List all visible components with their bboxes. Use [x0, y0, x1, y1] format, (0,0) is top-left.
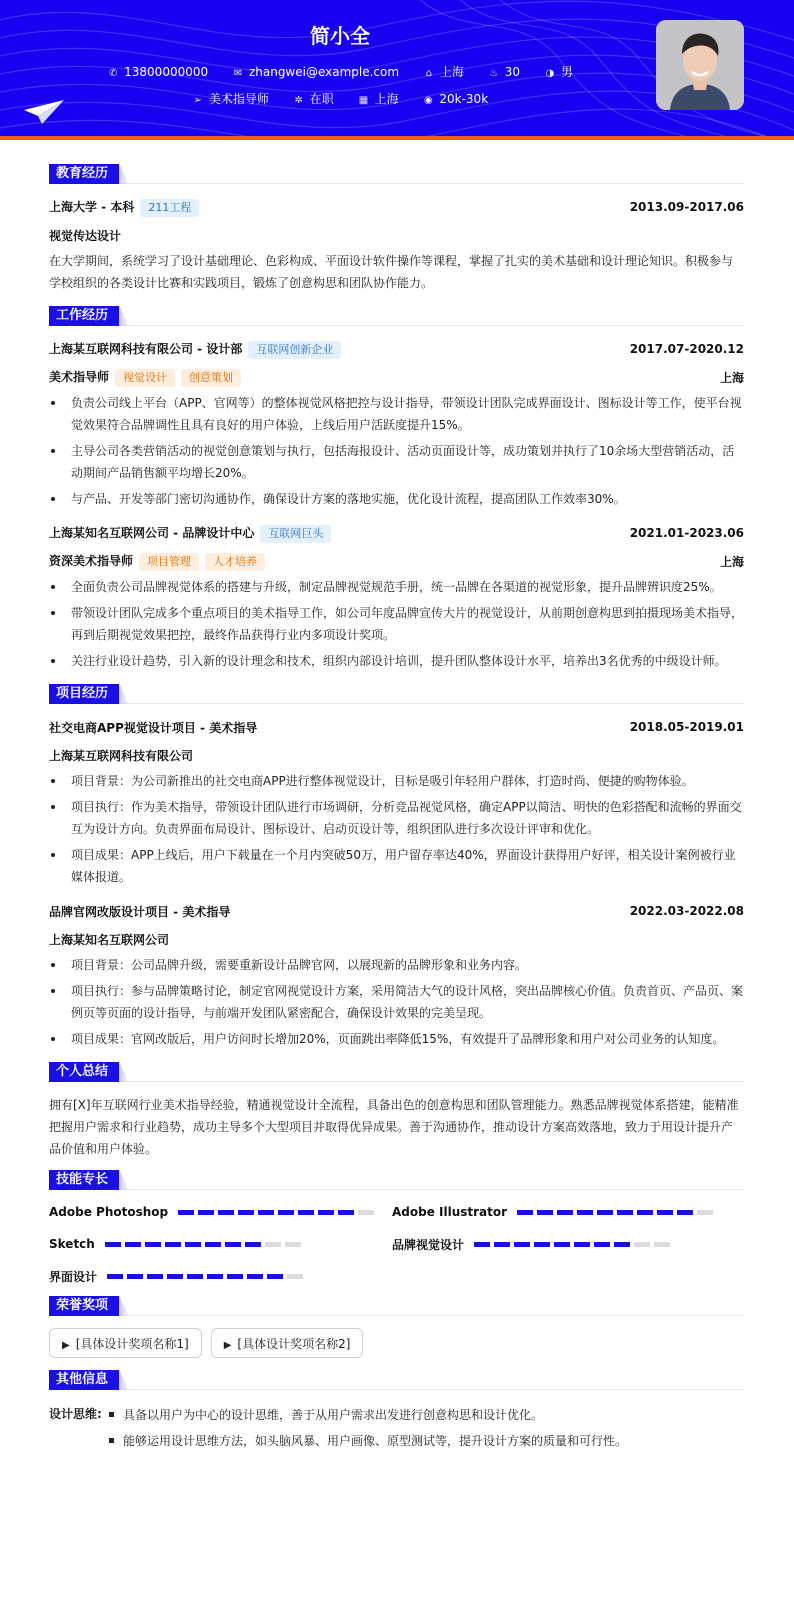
skill-segment — [265, 1242, 281, 1247]
skill-name: 品牌视觉设计 — [392, 1237, 465, 1252]
entry-sub — [49, 928, 744, 950]
list-item: 关注行业设计趋势，引入新的设计理念和技术，组织内部设计培训，提升团队整体设计水平，培养出3名优秀的中级设计师。 — [49, 650, 744, 672]
list-item: 项目成果：APP上线后，用户下载量在一个月内突破50万，用户留存率达40%，界面设计获得用户好评，相关设计案例被行业媒体报道。 — [49, 844, 744, 888]
target-city-value: 上海 — [374, 92, 399, 106]
skill-segment — [338, 1210, 354, 1215]
skill-segment — [225, 1242, 241, 1247]
section-header — [49, 684, 744, 704]
project-company: 上海某互联网科技有限公司 — [49, 748, 194, 763]
skill-segment — [107, 1274, 123, 1279]
skill-segment — [614, 1242, 630, 1247]
skill-segment — [278, 1210, 294, 1215]
skill-segment — [654, 1242, 670, 1247]
company-tag: 互联网巨头 — [260, 525, 331, 543]
contact-row — [0, 63, 680, 80]
salary-value: 20k-30k — [439, 92, 489, 106]
skill-segment — [697, 1210, 713, 1215]
skill-segment — [657, 1210, 673, 1215]
section-header — [49, 1296, 744, 1316]
section-title: 个人总结 — [49, 1062, 119, 1082]
skill-segment — [178, 1210, 194, 1215]
profile-photo — [656, 20, 744, 110]
award-name: [具体设计奖项名称2] — [237, 1337, 351, 1351]
role-tag: 项目管理 — [139, 553, 199, 571]
section-title: 技能专长 — [49, 1170, 119, 1190]
email-info — [232, 65, 399, 79]
work-entry — [49, 338, 744, 510]
major: 视觉传达设计 — [49, 228, 122, 243]
list-item: 项目执行：参与品牌策略讨论，制定官网视觉设计方案，采用简洁大气的设计风格，突出品牌核心价值。负责首页、产品页、案例页等页面的设计指导，与前端开发团队紧密配合，确保设计效果的完美呈现。 — [49, 980, 744, 1024]
email-value: zhangwei@example.com — [248, 65, 400, 79]
building-icon: ▦ — [358, 95, 369, 106]
entry-sub — [49, 224, 744, 246]
skill-name: Adobe Illustrator — [392, 1205, 508, 1219]
role-tag: 人才培养 — [205, 553, 265, 571]
skill-name: Adobe Photoshop — [49, 1205, 169, 1219]
project-entry — [49, 900, 744, 1050]
phone-icon: ✆ — [108, 68, 118, 79]
age-info — [488, 65, 520, 79]
list-item: 具备以用户为中心的设计思维，善于从用户需求出发进行创意构思和设计优化。 — [109, 1402, 627, 1428]
section-header — [49, 1062, 744, 1082]
company-tag: 互联网创新企业 — [248, 341, 341, 359]
section-title: 其他信息 — [49, 1370, 119, 1390]
education-entry — [49, 196, 744, 294]
list-item: 主导公司各类营销活动的视觉创意策划与执行，包括海报设计、活动页面设计等，成功策划并执行了10余场大型营销活动，活动期间产品销售额平均增长20%。 — [49, 440, 744, 484]
skill-segment — [227, 1274, 243, 1279]
location-value: 上海 — [439, 65, 464, 79]
entry-sub — [49, 744, 744, 766]
home-icon: ⌂ — [425, 68, 433, 79]
summary-text: 拥有[X]年互联网行业美术指导经验，精通视觉设计全流程，具备出色的创意构思和团队管理能力。熟悉品牌视觉体系搭建，能精准把握用户需求和行业趋势，成功主导多个大型项目并取得优异成果。善于沟通协作，推动设计方案高效落地，致力于用设计提升产品价值和用户体验。 — [49, 1098, 739, 1156]
status-info — [293, 90, 334, 107]
skill-item — [49, 1234, 392, 1254]
company-name: 上海某互联网科技有限公司 - 设计部 — [49, 341, 243, 356]
skill-level-bar — [107, 1274, 307, 1279]
skill-name: 界面设计 — [49, 1269, 98, 1284]
skill-segment — [147, 1274, 163, 1279]
entry-header — [49, 196, 744, 218]
job-role: 美术指导师 — [49, 369, 110, 384]
salary-info — [422, 92, 488, 106]
skill-segment — [494, 1242, 510, 1247]
education-description: 在大学期间，系统学习了设计基础理论、色彩构成、平面设计软件操作等课程，掌握了扎实的美术基础和设计理论知识。积极参与学校组织的各类设计比赛和实践项目，锻炼了创意构思和团队协作能力。 — [49, 254, 734, 290]
age-value: 30 — [504, 65, 521, 79]
target-city-info — [358, 90, 399, 107]
skill-segment — [187, 1274, 203, 1279]
work-city: 上海 — [719, 370, 744, 385]
project-title: 社交电商APP视觉设计项目 - 美术指导 — [49, 720, 258, 735]
candidate-name: 简小全 — [310, 24, 370, 48]
money-icon: ◉ — [424, 95, 433, 106]
skills-section — [49, 1170, 744, 1286]
skill-segment — [474, 1242, 490, 1247]
skill-segment — [298, 1210, 314, 1215]
cake-icon: ♨ — [489, 68, 499, 79]
section-title: 项目经历 — [49, 684, 119, 704]
award-chip — [49, 1328, 202, 1358]
project-dates: 2022.03-2022.08 — [629, 904, 744, 918]
list-item: 项目成果：官网改版后，用户访问时长增加20%，页面跳出率降低15%，有效提升了品牌形象和用户对公司业务的认知度。 — [49, 1028, 744, 1050]
projects-section — [49, 684, 744, 1050]
skill-segment — [517, 1210, 533, 1215]
skill-segment — [597, 1210, 613, 1215]
list-item: 项目背景：公司品牌升级，需要重新设计品牌官网，以展现新的品牌形象和业务内容。 — [49, 954, 744, 976]
skill-segment — [534, 1242, 550, 1247]
skill-level-bar — [105, 1242, 305, 1247]
skill-segment — [287, 1274, 303, 1279]
skill-segment — [198, 1210, 214, 1215]
skill-segment — [238, 1210, 254, 1215]
entry-header — [49, 522, 744, 544]
other-list — [109, 1402, 627, 1454]
skill-segment — [594, 1242, 610, 1247]
skill-level-bar — [178, 1210, 378, 1215]
play-icon: ▶ — [223, 1340, 232, 1351]
status-value: 在职 — [309, 92, 334, 106]
other-section — [49, 1370, 744, 1454]
section-title: 工作经历 — [49, 306, 119, 326]
project-detail-list — [49, 954, 744, 1050]
section-header — [49, 306, 744, 326]
job-role: 资深美术指导师 — [49, 553, 134, 568]
skill-name: Sketch — [49, 1237, 95, 1251]
summary-section — [49, 1062, 744, 1160]
skill-segment — [285, 1242, 301, 1247]
skill-item — [49, 1202, 392, 1222]
avatar-illustration — [656, 20, 744, 110]
skill-segment — [634, 1242, 650, 1247]
skill-segment — [247, 1274, 263, 1279]
role-tag: 视觉设计 — [115, 369, 175, 387]
skill-segment — [617, 1210, 633, 1215]
skill-segment — [218, 1210, 234, 1215]
skill-segment — [167, 1274, 183, 1279]
skill-segment — [557, 1210, 573, 1215]
awards-list — [49, 1328, 744, 1358]
school-name: 上海大学 - 本科 — [49, 199, 135, 214]
responsibility-list — [49, 576, 744, 672]
skill-segment — [125, 1242, 141, 1247]
list-item: 与产品、开发等部门密切沟通协作，确保设计方案的落地实施，优化设计流程，提高团队工作效率30%。 — [49, 488, 744, 510]
play-icon: ▶ — [62, 1340, 70, 1351]
role-tag: 创意策划 — [181, 369, 241, 387]
school-tag: 211工程 — [140, 199, 199, 217]
entry-sub — [49, 366, 744, 388]
send-icon: ➢ — [193, 95, 203, 106]
list-item: 项目执行：作为美术指导，带领设计团队进行市场调研，分析竞品视觉风格，确定APP以简洁、明快的色彩搭配和流畅的界面交互为设计方向。负责界面布局设计、图标设计、启动页设计等，组织团队进行多次设计评审和优化。 — [49, 796, 744, 840]
section-title: 荣誉奖项 — [49, 1296, 119, 1316]
skill-segment — [105, 1242, 121, 1247]
entry-header — [49, 338, 744, 360]
project-dates: 2018.05-2019.01 — [629, 720, 744, 734]
section-header — [49, 164, 744, 184]
gender-icon: ◑ — [545, 68, 555, 79]
work-city: 上海 — [719, 554, 744, 569]
entry-header — [49, 900, 744, 922]
list-item: 能够运用设计思维方法，如头脑风暴、用户画像、原型测试等，提升设计方案的质量和可行性。 — [109, 1428, 627, 1454]
section-header — [49, 1170, 744, 1190]
skill-segment — [165, 1242, 181, 1247]
award-chip — [211, 1328, 364, 1358]
responsibility-list — [49, 392, 744, 510]
skill-segment — [574, 1242, 590, 1247]
list-item: 带领设计团队完成多个重点项目的美术指导工作，如公司年度品牌宣传大片的视觉设计，从前期创意构思到拍摄现场美术指导，再到后期视觉效果把控，最终作品获得行业内多项设计奖项。 — [49, 602, 744, 646]
list-item: 全面负责公司品牌视觉体系的搭建与升级，制定品牌视觉规范手册，统一品牌在各渠道的视觉形象，提升品牌辨识度25%。 — [49, 576, 744, 598]
project-detail-list — [49, 770, 744, 888]
skill-segment — [267, 1274, 283, 1279]
skill-item — [49, 1266, 392, 1286]
project-entry — [49, 716, 744, 888]
mail-icon: ✉ — [233, 68, 243, 79]
work-section — [49, 306, 744, 672]
paper-plane-icon — [24, 100, 64, 124]
skill-segment — [245, 1242, 261, 1247]
skill-segment — [207, 1274, 223, 1279]
location-info — [423, 63, 464, 80]
award-name: [具体设计奖项名称1] — [75, 1337, 189, 1351]
other-info — [49, 1402, 744, 1454]
skill-level-bar — [517, 1210, 717, 1215]
skill-segment — [554, 1242, 570, 1247]
work-dates: 2021.01-2023.06 — [629, 526, 744, 540]
work-entry — [49, 522, 744, 672]
project-title: 品牌官网改版设计项目 - 美术指导 — [49, 904, 231, 919]
resume-header — [0, 0, 794, 140]
list-item: 负责公司线上平台（APP、官网等）的整体视觉风格把控与设计指导，带领设计团队完成界面设计、图标设计等工作，使平台视觉效果符合品牌调性且具有良好的用户体验，上线后用户活跃度提升15%。 — [49, 392, 744, 436]
skill-level-bar — [474, 1242, 674, 1247]
other-label: 设计思维: — [49, 1407, 102, 1421]
skill-item — [392, 1234, 722, 1254]
skill-segment — [318, 1210, 334, 1215]
project-company: 上海某知名互联网公司 — [49, 932, 170, 947]
gender-value: 男 — [560, 65, 573, 79]
list-item: 项目背景：为公司新推出的社交电商APP进行整体视觉设计，目标是吸引年轻用户群体，打造时尚、便捷的购物体验。 — [49, 770, 744, 792]
section-header — [49, 1370, 744, 1390]
education-dates: 2013.09-2017.06 — [629, 200, 744, 214]
education-section — [49, 164, 744, 294]
skill-segment — [514, 1242, 530, 1247]
skill-segment — [258, 1210, 274, 1215]
position-info — [192, 90, 269, 107]
skill-segment — [358, 1210, 374, 1215]
gender-info — [544, 63, 573, 80]
work-dates: 2017.07-2020.12 — [629, 342, 744, 356]
skill-segment — [145, 1242, 161, 1247]
job-intent-row — [0, 90, 680, 107]
awards-section — [49, 1296, 744, 1358]
company-name: 上海某知名互联网公司 - 品牌设计中心 — [49, 525, 255, 540]
skill-segment — [537, 1210, 553, 1215]
phone-info — [107, 65, 208, 79]
section-title: 教育经历 — [49, 164, 119, 184]
skill-segment — [677, 1210, 693, 1215]
position-value: 美术指导师 — [208, 92, 269, 106]
entry-sub — [49, 550, 744, 572]
status-icon: ✲ — [294, 95, 303, 106]
entry-header — [49, 716, 744, 738]
skill-item — [392, 1202, 722, 1222]
skills-grid — [49, 1202, 744, 1286]
phone-value: 13800000000 — [124, 65, 209, 79]
skill-segment — [577, 1210, 593, 1215]
skill-segment — [127, 1274, 143, 1279]
skill-segment — [205, 1242, 221, 1247]
skill-segment — [185, 1242, 201, 1247]
skill-segment — [637, 1210, 653, 1215]
